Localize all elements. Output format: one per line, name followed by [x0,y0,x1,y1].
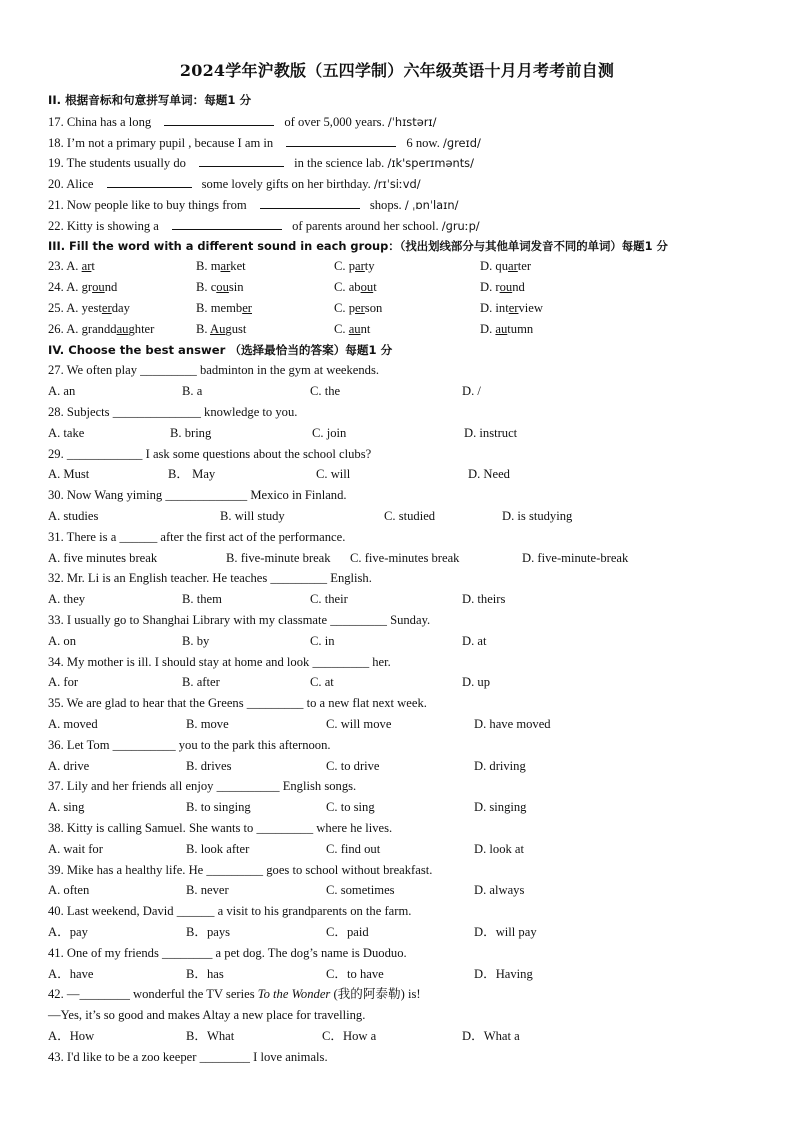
option-prefix: D. r [480,280,500,295]
answer-option: B. by [182,633,210,648]
spelling-item [48,134,481,151]
phonetic-hint: /ˈhɪstərɪ/ [387,114,437,129]
underlined-letters: ar [220,259,231,274]
answer-option: C. find out [326,841,381,856]
answer-option: C. studied [384,509,436,523]
pronunciation-option [48,300,130,316]
spelling-stem-end: 6 now. [406,135,440,150]
answer-option: D. singing [474,800,527,815]
phonetic-hint: / ˌɒnˈlaɪn/ [404,198,459,212]
spelling-item [48,175,421,192]
pronunciation-option [196,300,252,316]
spelling-stem: 18. I’m not a primary pupil , because I am in [48,135,274,150]
section-ii-heading: II. 根据音标和句意拼写单词：每题1 分 [48,93,252,107]
question-stem [48,986,421,1002]
q42-stem-start: 42. —________ wonderful the TV series [48,987,258,1002]
answer-option: B. bring [170,425,212,440]
option-prefix: A. yest [66,301,102,315]
section-iii-heading: III. Fill the word with a different sound in each group：（找出划线部分与其他单词发音不同的单词）每题1 分 [48,238,668,253]
section-iv-heading: IV. Choose the best answer （选择最恰当的答案）每题1 分 [48,342,393,357]
answer-option: B. to singing [186,800,251,815]
pronunciation-option [480,258,531,274]
phonetic-hint: /ɡruːp/ [441,218,480,233]
pronunciation-option [334,300,382,316]
answer-option: C. five-minutes break [350,550,460,565]
underlined-letters: er [242,301,252,315]
answer-option: B. move [186,717,229,731]
question-number: 25. [48,301,67,315]
answer-blank [260,196,360,209]
pronunciation-option [48,279,117,295]
underlined-letters: ar [355,259,365,274]
pronunciation-option [334,321,370,337]
question-stem: 40. Last weekend, David ______ a visit to his grandparents on the farm. [48,904,412,919]
option-suffix: nd [512,280,525,295]
option-suffix: tumn [507,321,534,336]
option-prefix: D. [480,321,496,336]
answer-blank [172,217,282,230]
spelling-stem-end: of parents around her school. [292,218,439,233]
answer-option: A. on [48,633,76,648]
answer-option: D. theirs [462,592,506,607]
answer-option: C. their [310,592,348,607]
answer-option: C. the [310,384,341,399]
phonetic-hint: /rɪˈsiːvd/ [373,177,421,192]
answer-option: B．has [186,966,224,981]
question-stem: 36. Let Tom __________ you to the park this afternoon. [48,737,331,752]
question-stem: 37. Lily and her friends all enjoy __________ English songs. [48,779,357,794]
answer-option: A. Must [48,467,90,482]
option-prefix: A. [66,259,82,274]
question-stem: 27. We often play _________ badminton in the gym at weekends. [48,363,380,378]
answer-option: B. look after [186,841,250,856]
question-stem: 29. ____________ I ask some questions about the school clubs? [48,446,372,461]
spelling-stem-end: of over 5,000 years. [284,114,385,129]
answer-option: A. moved [48,717,98,731]
option-suffix: ket [230,259,246,274]
phonetic-hint: /ɡreɪd/ [443,135,481,150]
underlined-letters: au [348,321,361,336]
answer-option: B. never [186,883,229,898]
option-suffix: t [91,259,95,274]
option-suffix: day [111,301,130,315]
option-suffix: ghter [128,321,155,336]
underlined-letters: er [508,301,519,315]
answer-option: B. after [182,675,220,690]
question-stem: 28. Subjects ______________ knowledge to you. [48,405,298,419]
answer-option: B． May [168,467,216,482]
pronunciation-option [334,279,377,295]
q42-stem-end: (我的阿泰勒) is! [330,987,421,1002]
underlined-letters: ar [81,259,92,274]
option-prefix: B. memb [196,301,243,315]
answer-option: A．How [48,1029,95,1043]
answer-blank [286,134,396,147]
option-prefix: C. ab [334,280,361,295]
pronunciation-option [334,258,375,274]
answer-option: A. an [48,384,76,399]
spelling-item [48,196,458,213]
option-prefix: B. m [196,259,221,274]
answer-option: D．Having [474,966,533,981]
underlined-letters: Au [210,321,226,336]
answer-option: A. often [48,883,90,898]
pronunciation-option [48,258,95,274]
spelling-stem: 22. Kitty is showing a [48,218,159,233]
answer-option: D. instruct [464,425,518,440]
option-prefix: C. [334,321,349,336]
answer-option: B. drives [186,758,232,773]
option-suffix: sin [228,280,244,295]
pronunciation-option [196,279,244,295]
phonetic-hint: /ɪk'sperɪmənts/ [387,156,474,171]
answer-option: B．pays [186,925,231,939]
option-prefix: A. gr [66,280,93,295]
answer-option: C. join [312,425,347,440]
answer-blank [164,113,274,126]
answer-option: D. Need [468,467,510,482]
option-suffix: gust [225,321,247,336]
pronunciation-option [196,258,246,274]
pronunciation-option [480,300,543,316]
answer-option: A．have [48,966,94,981]
spelling-stem: 21. Now people like to buy things from [48,198,247,212]
question-number: 26. [48,321,67,336]
answer-option: A. sing [48,800,85,815]
answer-option: B. five-minute break [226,550,331,565]
question-stem: 35. We are glad to hear that the Greens _________ to a new flat next week. [48,696,427,711]
spelling-stem: 20. Alice [48,177,94,192]
spelling-item [48,113,436,130]
answer-option: A. take [48,425,85,440]
answer-option: D．will pay [474,925,537,939]
answer-option: C. to drive [326,758,380,773]
option-suffix: nd [104,280,118,295]
option-suffix: nt [360,321,371,336]
answer-option: C. to sing [326,800,375,815]
spelling-stem-end: shops. [369,198,402,212]
underlined-letters: ou [92,280,105,295]
answer-option: A. studies [48,509,99,523]
answer-option: A．pay [48,925,88,939]
answer-option: D. driving [474,758,526,773]
spelling-item [48,154,474,171]
question-stem: 38. Kitty is calling Samuel. She wants to _________ where he lives. [48,821,393,835]
answer-option: A. five minutes break [48,550,158,565]
answer-option: D. always [474,883,525,898]
answer-option: B. them [182,592,222,607]
answer-option: D．What a [462,1029,520,1043]
answer-option: A. they [48,592,86,607]
pronunciation-option [48,321,154,337]
answer-option: A. wait for [48,841,103,856]
answer-option: D. five-minute-break [522,550,629,565]
underlined-letters: ou [360,280,374,295]
answer-option: C. will move [326,717,392,731]
answer-option: B. will study [220,509,285,523]
option-prefix: D. qu [480,259,508,274]
answer-option: A. drive [48,758,90,773]
spelling-item [48,217,480,234]
underlined-letters: ar [508,259,518,274]
answer-option: A. for [48,675,79,690]
answer-blank [107,175,192,188]
pronunciation-option [480,321,533,337]
tv-series-title: To the Wonder [257,987,331,1002]
underlined-letters: er [355,301,365,315]
question-stem: 43. I'd like to be a zoo keeper ________ I love animals. [48,1049,328,1064]
answer-option: C. sometimes [326,883,395,898]
answer-option: D. / [462,384,481,399]
question-stem: 31. There is a ______ after the first act of the performance. [48,529,346,544]
option-suffix: son [364,301,383,315]
option-prefix: B. c [196,280,217,295]
pronunciation-option [480,279,525,295]
option-suffix: ty [364,259,375,274]
question-stem: 41. One of my friends ________ a pet dog. The dog’s name is Duoduo. [48,945,407,960]
underlined-letters: ou [216,280,229,295]
question-stem: 39. Mike has a healthy life. He _________ goes to school without breakfast. [48,862,433,877]
question-stem: 30. Now Wang yiming _____________ Mexico in Finland. [48,488,347,503]
dialogue-reply: —Yes, it’s so good and makes Altay a new place for travelling. [48,1008,366,1023]
page-title: 2024学年沪教版（五四学制）六年级英语十月月考考前自测 [179,61,615,80]
answer-option: C．to have [326,966,384,981]
answer-option: B. a [182,384,203,399]
option-prefix: A. grandd [66,321,117,336]
underlined-letters: er [101,301,112,315]
answer-option: D. up [462,675,490,690]
option-suffix: view [518,301,543,315]
answer-blank [199,154,284,167]
answer-option: D. at [462,633,487,648]
question-stem: 32. Mr. Li is an English teacher. He teaches _________ English. [48,571,372,586]
underlined-letters: au [116,321,129,336]
answer-option: D. is studying [502,509,573,523]
spelling-stem-end: some lovely gifts on her birthday. [201,177,371,192]
underlined-letters: au [495,321,508,336]
answer-option: C. will [316,467,351,482]
pronunciation-option [196,321,246,337]
spelling-stem-end: in the science lab. [294,156,385,171]
answer-option: B．What [186,1029,235,1043]
answer-option: D. have moved [474,717,551,731]
answer-option: C. in [310,633,335,648]
option-suffix: ter [517,259,532,274]
option-prefix: D. int [480,301,509,315]
question-number: 23. [48,259,67,274]
question-number: 24. [48,280,67,295]
option-prefix: B. [196,321,211,336]
answer-option: C. at [310,675,334,690]
spelling-stem: 19. The students usually do [48,156,186,171]
question-stem: 34. My mother is ill. I should stay at home and look _________ her. [48,654,391,669]
spelling-stem: 17. China has a long [48,114,152,129]
option-prefix: C. p [334,301,355,315]
answer-option: C．How a [322,1029,377,1043]
question-stem: 33. I usually go to Shanghai Library with my classmate _________ Sunday. [48,613,431,627]
underlined-letters: ou [499,280,513,295]
option-prefix: C. p [334,259,355,274]
answer-option: D. look at [474,841,525,856]
option-suffix: t [373,280,377,295]
answer-option: C．paid [326,925,369,939]
